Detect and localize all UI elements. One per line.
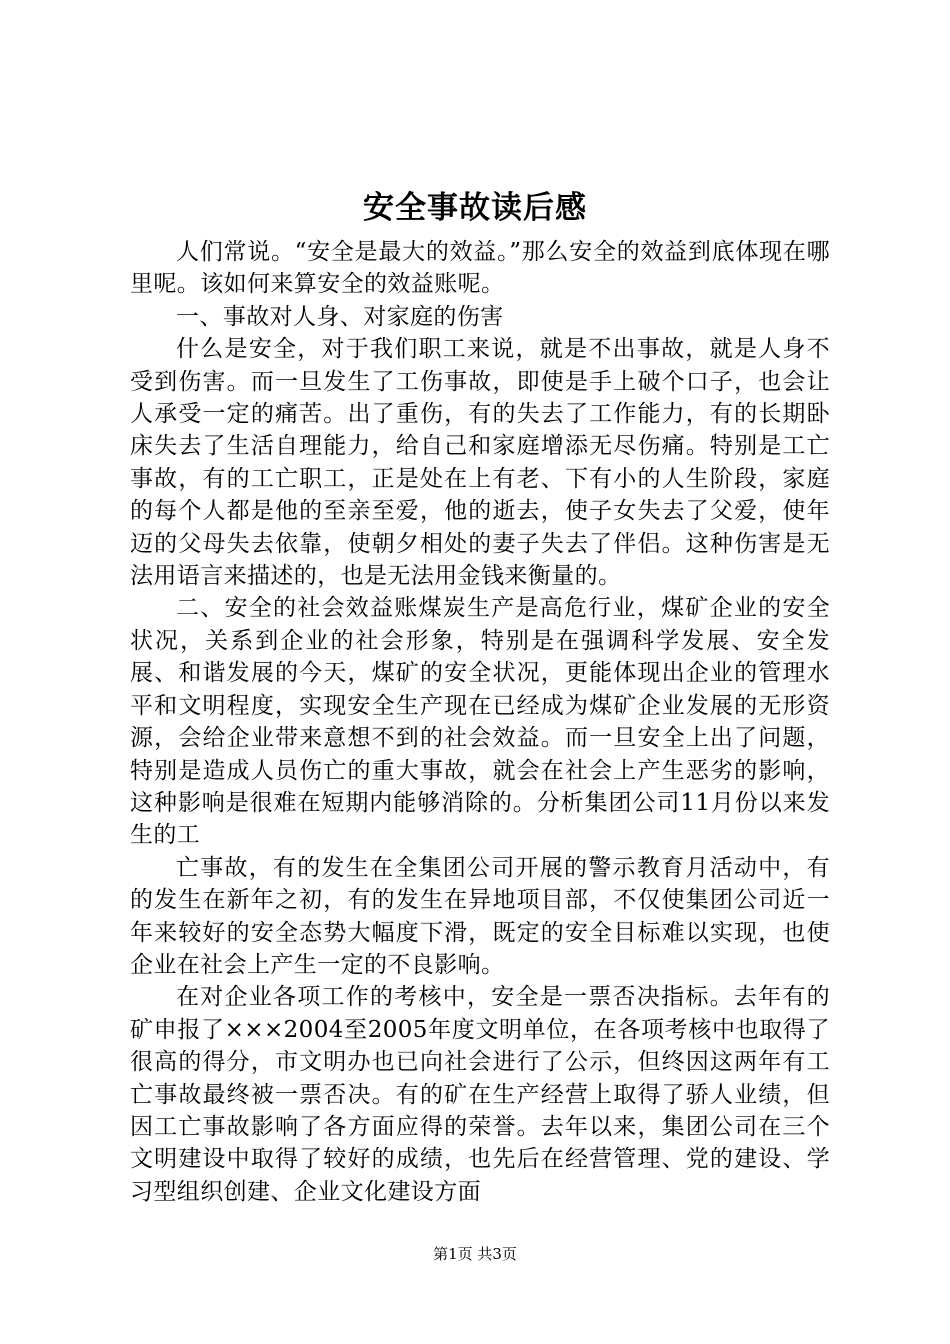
page-number: 第1页 共3页 xyxy=(433,1245,517,1263)
paragraph-accident-analysis: 亡事故，有的发生在全集团公司开展的警示教育月活动中，有的发生在新年之初，有的发生在异地项目部，不仅使集团公司近一年来较好的安全态势大幅度下滑，既定的安全目标难以实现，也使企业在社会上产生一定的不良影响。 xyxy=(130,854,830,978)
document-title: 安全事故读后感 xyxy=(363,190,587,226)
paragraph-social-benefit: 二、安全的社会效益账煤炭生产是高危行业，煤矿企业的安全状况，关系到企业的社会形象，特别是在强调科学发展、安全发展、和谐发展的今天，煤矿的安全状况，更能体现出企业的管理水平和文明程度，实现安全生产现在已经成为煤矿企业发展的无形资源，会给企业带来意想不到的社会效益。而一旦安全上出了问题，特别是造成人员伤亡的重大事故，就会在社会上产生恶劣的影响，这种影响是很难在短期内能够消除的。分析集团公司11月份以来发生的工 xyxy=(130,595,830,849)
document-body xyxy=(130,236,830,1208)
section-heading-1: 一、事故对人身、对家庭的伤害 xyxy=(176,303,504,330)
paragraph-personal-harm: 什么是安全，对于我们职工来说，就是不出事故，就是人身不受到伤害。而一旦发生了工伤事故，即使是手上破个口子，也会让人承受一定的痛苦。出了重伤，有的失去了工作能力，有的长期卧床失去了生活自理能力，给自己和家庭增添无尽伤痛。特别是工亡事故，有的工亡职工，正是处在上有老、下有小的人生阶段，家庭的每个人都是他的至亲至爱，他的逝去，使子女失去了父爱，使年迈的父母失去依靠，使朝夕相处的妻子失去了伴侣。这种伤害是无法用语言来描述的，也是无法用金钱来衡量的。 xyxy=(130,336,830,590)
paragraph-assessment: 在对企业各项工作的考核中，安全是一票否决指标。去年有的矿申报了×××2004至2005年度文明单位，在各项考核中也取得了很高的得分，市文明办也已向社会进行了公示，但终因这两年有工亡事故最终被一票否决。有的矿在生产经营上取得了骄人业绩，但因工亡事故影响了各方面应得的荣誉。去年以来，集团公司在三个文明建设中取得了较好的成绩，也先后在经营管理、党的建设、学习型组织创建、企业文化建设方面 xyxy=(130,984,830,1205)
paragraph-intro: 人们常说。“安全是最大的效益。”那么安全的效益到底体现在哪里呢。该如何来算安全的效益账呢。 xyxy=(130,239,830,298)
